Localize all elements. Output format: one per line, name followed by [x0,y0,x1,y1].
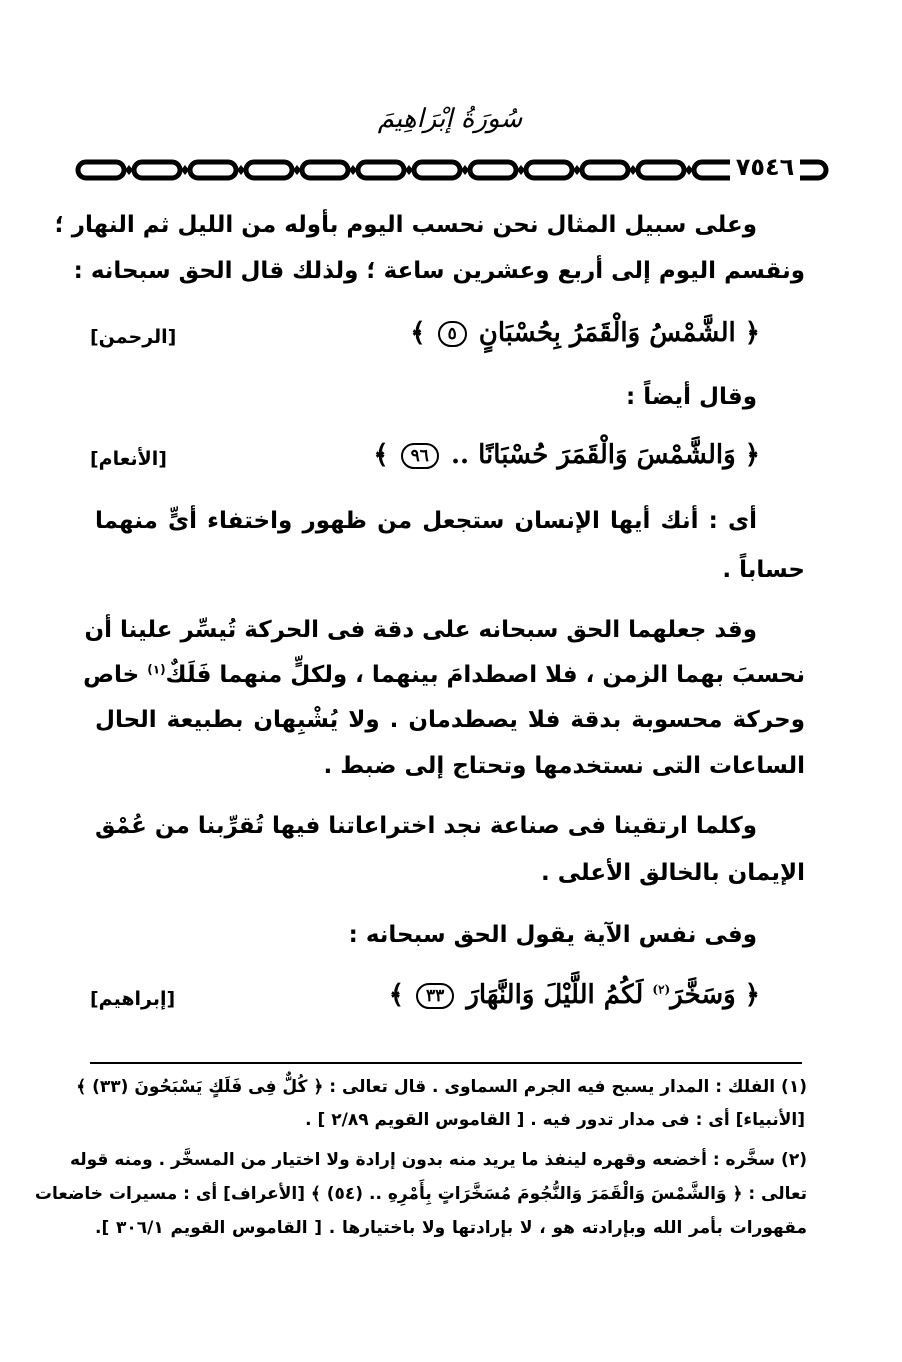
page-number: ٧٥٤٦ [730,152,800,182]
body-line: وكلما ارتقينا فى صناعة نجد اختراعاتنا فيها تُقرِّبنا من عُمْق [95,813,757,839]
surah-title: سُورَةُ إبْرَاهِيمَ [377,104,523,134]
body-line: أى : أنك أيها الإنسان ستجعل من ظهور واختفاء أىٍّ منهما [95,508,757,534]
body-line: وعلى سبيل المثال نحن نحسب اليوم بأوله من الليل ثم النهار ؛ [54,212,757,238]
body-line: وقد جعلهما الحق سبحانه على دقة فى الحركة تُيسِّر علينا أن [84,617,757,643]
footnote-marker[interactable]: (٢) [652,982,671,997]
body-line: وحركة محسوبة بدقة فلا يصطدمان . ولا يُشْبِهان بطبيعة الحال [95,707,805,733]
footnote-line: تعالى : ﴿ وَالشَّمْسَ وَالْقَمَرَ وَالنُّجُومَ مُسَخَّرَاتٍ بِأَمْرِهِ .. (٥٤) ﴾ [الأعراف] أى : مسيرات خاضعات [34,1184,807,1204]
footnote-marker[interactable]: (١) [147,662,166,677]
body-line: حساباً . [722,557,805,583]
verse-reference: [إبراهيم] [90,988,176,1010]
ayah-number: ٥ [438,321,467,347]
quran-verse [90,318,760,362]
header-ornament-border [74,155,834,185]
footnote-line: (٢) سخَّره : أخضعه وقهره لينفذ ما يريد منه بدون إرادة ولا اختيار من المسخَّر . ومنه قوله [69,1150,807,1170]
body-line: الإيمان بالخالق الأعلى . [541,860,805,886]
ayah-number: ٣٣ [416,983,454,1009]
quran-verse [90,440,760,484]
verse-reference: [الأنعام] [90,448,167,470]
footnote-line: (١) الفلك : المدار يسبح فيه الجرم السماوى . قال تعالى : ﴿ كُلٌّ فِى فَلَكٍ يَسْبَحُونَ (٣٣) ﴾ [76,1077,807,1097]
footnote-line: مقهورات بأمر الله وبإرادته هو ، لا بإرادتها ولا باختيارها . [ القاموس القويم ٣٠٦/١ ]. [95,1218,807,1238]
verse-reference: [الرحمن] [90,326,177,348]
body-line: وقال أيضاً : [626,384,757,410]
footnote-separator [90,1062,802,1064]
body-line: وفى نفس الآية يقول الحق سبحانه : [348,922,757,948]
quran-verse [90,980,760,1024]
ayah-number: ٩٦ [401,443,439,469]
footnote-line: [الأنبياء] أى : فى مدار تدور فيه . [ القاموس القويم ٢/٨٩ ] . [305,1110,805,1130]
verse-text: ﴿ وَالشَّمْسَ وَالْقَمَرَ حُسْبَانًا .. ٩٦ ﴾ [373,440,760,470]
verse-text: ﴿ الشَّمْسُ وَالْقَمَرُ بِحُسْبَانٍ ٥ ﴾ [410,318,760,348]
body-line: الساعات التى نستخدمها وتحتاج إلى ضبط . [323,753,805,779]
body-line: نحسبَ بهما الزمن ، فلا اصطدامَ بينهما ، ولكلٍّ منهما فَلَكٌ$^{(١)}$ خاص [83,662,805,688]
verse-text: ﴿ وَسَخَّرَ$^{(٢)}$ لَكُمُ اللَّيْلَ وَالنَّهَارَ ٣٣ ﴾ [388,980,760,1010]
body-line: ونقسم اليوم إلى أربع وعشرين ساعة ؛ ولذلك قال الحق سبحانه : [73,258,805,284]
